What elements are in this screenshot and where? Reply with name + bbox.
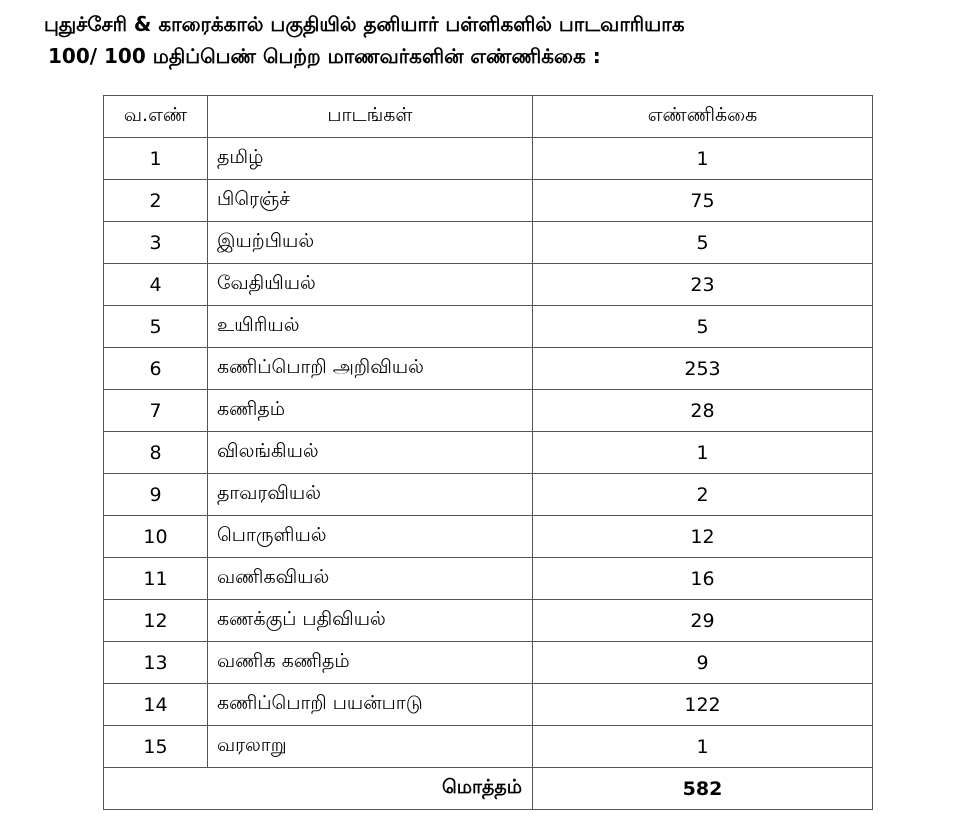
- count-cell: 28: [533, 390, 873, 432]
- count-cell: 75: [533, 180, 873, 222]
- table-row: [104, 432, 873, 474]
- table-row: [104, 180, 873, 222]
- subject-cell: வரலாறு: [208, 726, 533, 768]
- subject-cell: வேதியியல்: [208, 264, 533, 306]
- table-row: [104, 600, 873, 642]
- table-row: [104, 516, 873, 558]
- serial-number-cell: 14: [104, 684, 208, 726]
- table-row: [104, 306, 873, 348]
- subject-cell: தமிழ்: [208, 138, 533, 180]
- serial-number-cell: 8: [104, 432, 208, 474]
- subject-cell: கணிப்பொறி அறிவியல்: [208, 348, 533, 390]
- table-row: [104, 474, 873, 516]
- count-cell: 1: [533, 138, 873, 180]
- serial-number-cell: 13: [104, 642, 208, 684]
- total-label: மொத்தம்: [104, 768, 533, 810]
- table-row: [104, 222, 873, 264]
- serial-number-cell: 6: [104, 348, 208, 390]
- count-cell: 253: [533, 348, 873, 390]
- serial-number-cell: 15: [104, 726, 208, 768]
- count-cell: 9: [533, 642, 873, 684]
- serial-number-cell: 9: [104, 474, 208, 516]
- serial-number-cell: 4: [104, 264, 208, 306]
- subject-cell: கணிதம்: [208, 390, 533, 432]
- count-cell: 1: [533, 432, 873, 474]
- title-line-1: புதுச்சேரி & காரைக்கால் பகுதியில் தனியார் பள்ளிகளில் பாடவாரியாக: [44, 12, 685, 36]
- subject-cell: உயிரியல்: [208, 306, 533, 348]
- table-row: [104, 348, 873, 390]
- serial-number-cell: 10: [104, 516, 208, 558]
- serial-number-cell: 11: [104, 558, 208, 600]
- count-cell: 122: [533, 684, 873, 726]
- serial-number-cell: 2: [104, 180, 208, 222]
- count-cell: 16: [533, 558, 873, 600]
- subject-cell: பொருளியல்: [208, 516, 533, 558]
- document-title: [44, 8, 944, 72]
- header-subjects: பாடங்கள்: [208, 96, 533, 138]
- subject-cell: கணிப்பொறி பயன்பாடு: [208, 684, 533, 726]
- subject-cell: விலங்கியல்: [208, 432, 533, 474]
- results-table: [103, 95, 873, 810]
- subject-cell: பிரெஞ்ச்: [208, 180, 533, 222]
- table-row: [104, 684, 873, 726]
- serial-number-cell: 12: [104, 600, 208, 642]
- table-body: [104, 138, 873, 768]
- table-row: [104, 264, 873, 306]
- subject-cell: கணக்குப் பதிவியல்: [208, 600, 533, 642]
- count-cell: 23: [533, 264, 873, 306]
- serial-number-cell: 5: [104, 306, 208, 348]
- serial-number-cell: 1: [104, 138, 208, 180]
- subject-cell: வணிக கணிதம்: [208, 642, 533, 684]
- count-cell: 29: [533, 600, 873, 642]
- table-row: [104, 726, 873, 768]
- count-cell: 2: [533, 474, 873, 516]
- table-header-row: [104, 96, 873, 138]
- table-row: [104, 138, 873, 180]
- title-line-2: 100/ 100 மதிப்பெண் பெற்ற மாணவர்களின் எண்ணிக்கை :: [48, 44, 601, 68]
- subject-cell: வணிகவியல்: [208, 558, 533, 600]
- count-cell: 5: [533, 222, 873, 264]
- count-cell: 5: [533, 306, 873, 348]
- subject-cell: இயற்பியல்: [208, 222, 533, 264]
- table-row: [104, 390, 873, 432]
- serial-number-cell: 3: [104, 222, 208, 264]
- header-serial-number: வ.எண்: [104, 96, 208, 138]
- table-row: [104, 558, 873, 600]
- header-count: எண்ணிக்கை: [533, 96, 873, 138]
- total-value: 582: [533, 768, 873, 810]
- total-row: [104, 768, 873, 810]
- serial-number-cell: 7: [104, 390, 208, 432]
- subject-cell: தாவரவியல்: [208, 474, 533, 516]
- count-cell: 1: [533, 726, 873, 768]
- count-cell: 12: [533, 516, 873, 558]
- table-row: [104, 642, 873, 684]
